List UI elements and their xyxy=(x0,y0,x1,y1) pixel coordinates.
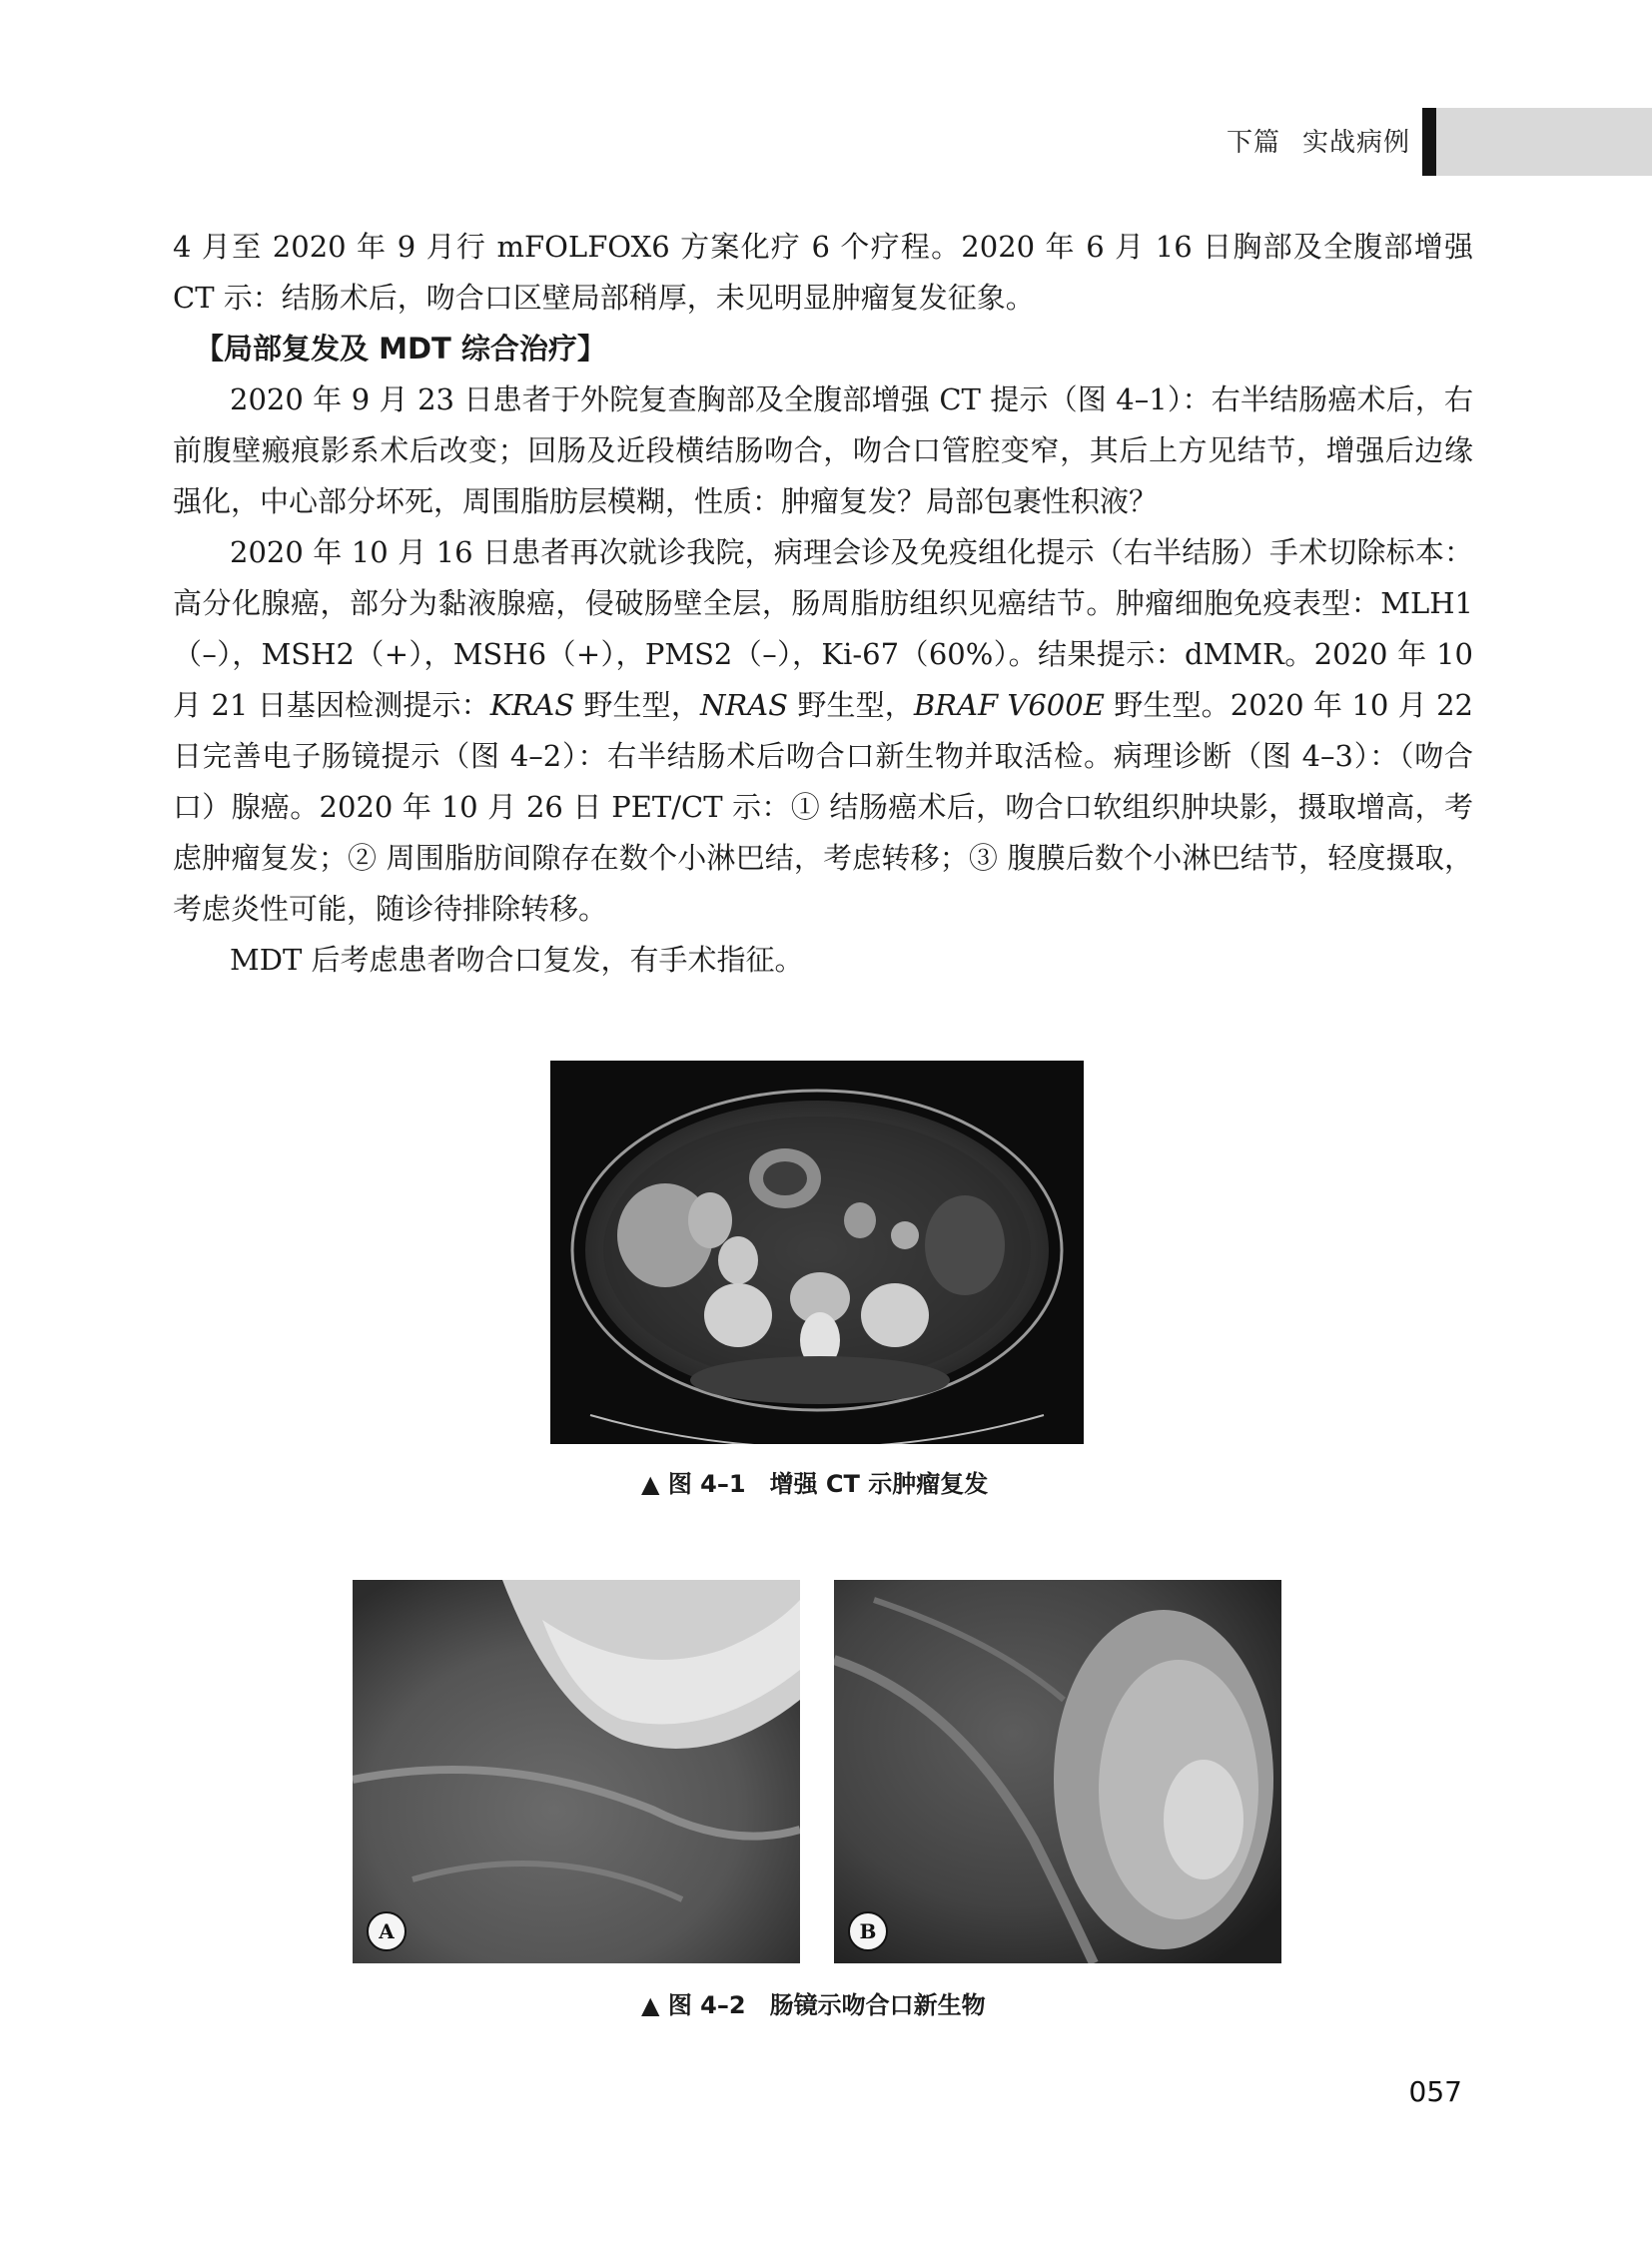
gene-nras: NRAS xyxy=(699,688,788,722)
paragraph-1: 4 月至 2020 年 9 月行 mFOLFOX6 方案化疗 6 个疗程。2020 年 6 月 16 日胸部及全腹部增强 CT 示：结肠术后，吻合口区壁局部稍厚，未见明显肿瘤复发征象。 xyxy=(173,230,1473,315)
paragraph-2: 2020 年 9 月 23 日患者于外院复查胸部及全腹部增强 CT 提示（图 4–1）：右半结肠癌术后，右前腹壁瘢痕影系术后改变；回肠及近段横结肠吻合，吻合口管腔变窄，其后上方见结节，增强后边缘强化，中心部分坏死，周围脂肪层模糊，性质：肿瘤复发？局部包裹性积液？ xyxy=(173,382,1473,518)
page-number: 057 xyxy=(1408,2075,1462,2108)
header-title: 实战病例 xyxy=(1301,128,1410,158)
figure-4-2-caption xyxy=(641,1985,986,2020)
figure-4-1-caption xyxy=(641,1464,988,1499)
panel-label-a: A xyxy=(367,1911,407,1951)
figure-4-2-title: 肠镜示吻合口新生物 xyxy=(769,1991,986,2019)
header-bar xyxy=(1422,108,1436,176)
header-block xyxy=(1436,108,1652,176)
ct-scan-image xyxy=(550,1061,1084,1444)
endoscopy-image-b xyxy=(834,1580,1281,1963)
endoscopy-illustration-b xyxy=(834,1580,1281,1963)
endoscopy-image-a xyxy=(353,1580,800,1963)
section-heading: 【局部复发及 MDT 综合治疗】 xyxy=(195,332,606,366)
figure-4-1-number: ▲ 图 4–1 xyxy=(641,1470,746,1498)
paragraph-3-part-a: 2020 年 10 月 16 日患者再次就诊我院，病理会诊及免疫组化提示（右半结肠）手术切除标本：高分化腺癌，部分为黏液腺癌，侵破肠壁全层，肠周脂肪组织见癌结节。肿瘤细胞免疫表型：MLH1（–），MSH2（+），MSH6（+），PMS2（–），Ki-67（60%）。结果提示：dMMR。2020 年 10 月 21 日基因检测提示： xyxy=(173,535,1473,722)
kras-status: 野生型， xyxy=(574,688,700,722)
running-header-tab xyxy=(1422,108,1652,176)
paragraph-3-part-b: 野生型。2020 年 10 月 22 日完善电子肠镜提示（图 4–2）：右半结肠术后吻合口新生物并取活检。病理诊断（图 4–3）：（吻合口）腺癌。2020 年 10 月 26 日 PET/CT 示：① 结肠癌术后，吻合口软组织肿块影，摄取增高，考虑肿瘤复发；② 周围脂肪间隙存在数个小淋巴结，考虑转移；③ 腹膜后数个小淋巴结节，轻度摄取，考虑炎性可能，随诊待排除转移。 xyxy=(173,688,1474,926)
gene-braf: BRAF V600E xyxy=(913,688,1105,722)
paragraph-3 xyxy=(173,527,1473,935)
endoscopy-illustration-a xyxy=(353,1580,800,1963)
panel-label-b: B xyxy=(848,1911,888,1951)
body-text xyxy=(173,222,1473,986)
nras-status: 野生型， xyxy=(787,688,914,722)
running-header-text xyxy=(1227,122,1410,159)
gene-kras: KRAS xyxy=(489,688,575,722)
header-section: 下篇 xyxy=(1226,128,1280,158)
paragraph-4: MDT 后考虑患者吻合口复发，有手术指征。 xyxy=(230,943,804,977)
figure-4-1-title: 增强 CT 示肿瘤复发 xyxy=(769,1470,989,1498)
ct-scan-illustration xyxy=(550,1061,1084,1444)
figure-4-2-number: ▲ 图 4–2 xyxy=(641,1991,746,2019)
